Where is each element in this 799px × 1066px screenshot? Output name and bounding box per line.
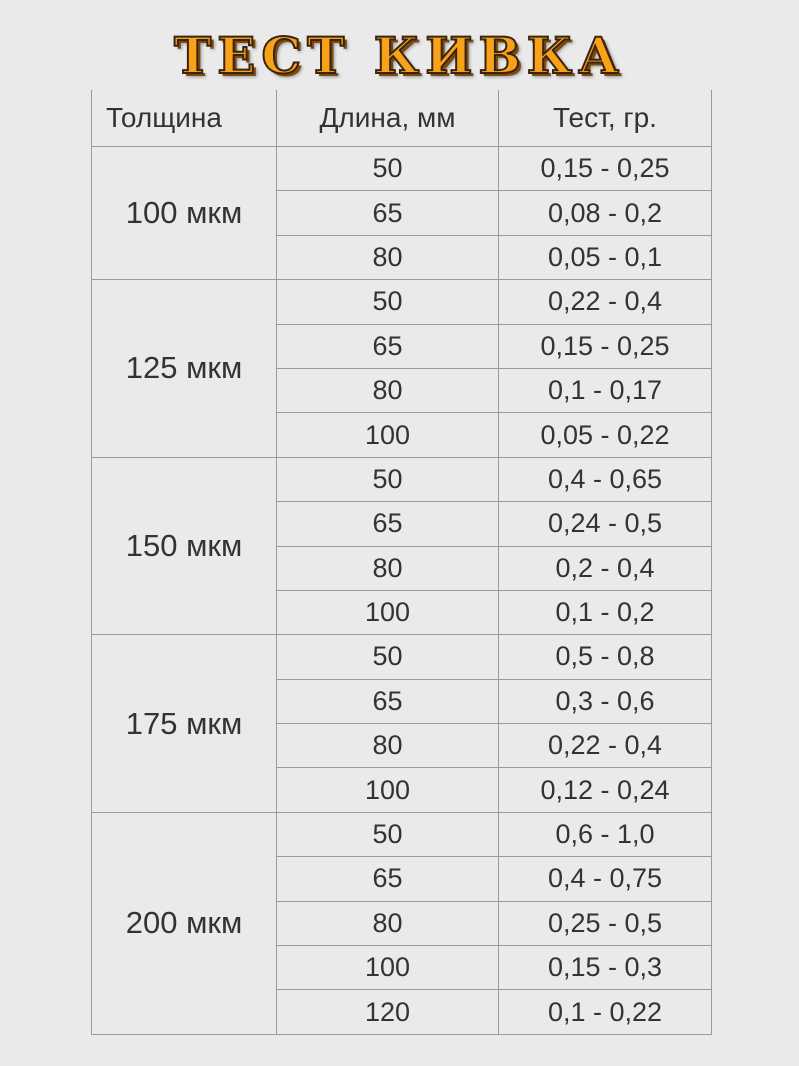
test-cell: 0,1 - 0,22 <box>499 990 712 1034</box>
test-cell: 0,2 - 0,4 <box>499 546 712 590</box>
length-cell: 100 <box>277 590 499 634</box>
test-cell: 0,05 - 0,22 <box>499 413 712 457</box>
test-cell: 0,05 - 0,1 <box>499 235 712 279</box>
length-cell: 65 <box>277 679 499 723</box>
length-cell: 80 <box>277 901 499 945</box>
length-cell: 80 <box>277 368 499 412</box>
length-cell: 100 <box>277 946 499 990</box>
length-cell: 50 <box>277 812 499 856</box>
page-title: ТЕСТ КИВКА <box>174 26 625 85</box>
thickness-cell: 175 мкм <box>92 635 277 813</box>
length-cell: 100 <box>277 413 499 457</box>
test-cell: 0,15 - 0,25 <box>499 324 712 368</box>
length-cell: 80 <box>277 235 499 279</box>
table-row <box>92 812 712 856</box>
test-cell: 0,1 - 0,17 <box>499 368 712 412</box>
header-test: Тест, гр. <box>499 90 712 147</box>
length-cell: 80 <box>277 724 499 768</box>
test-cell: 0,12 - 0,24 <box>499 768 712 812</box>
length-cell: 50 <box>277 147 499 191</box>
table-row <box>92 635 712 679</box>
length-cell: 65 <box>277 191 499 235</box>
thickness-cell: 100 мкм <box>92 147 277 280</box>
header-thickness: Толщина <box>92 90 277 147</box>
length-cell: 65 <box>277 502 499 546</box>
test-cell: 0,5 - 0,8 <box>499 635 712 679</box>
length-cell: 80 <box>277 546 499 590</box>
test-cell: 0,15 - 0,3 <box>499 946 712 990</box>
header-length: Длина, мм <box>277 90 499 147</box>
test-cell: 0,6 - 1,0 <box>499 812 712 856</box>
test-cell: 0,22 - 0,4 <box>499 724 712 768</box>
length-cell: 50 <box>277 280 499 324</box>
length-cell: 65 <box>277 857 499 901</box>
test-cell: 0,4 - 0,65 <box>499 457 712 501</box>
table-row <box>92 457 712 501</box>
thickness-cell: 125 мкм <box>92 280 277 458</box>
test-cell: 0,3 - 0,6 <box>499 679 712 723</box>
header-row <box>92 90 712 147</box>
thickness-cell: 150 мкм <box>92 457 277 635</box>
test-cell: 0,1 - 0,2 <box>499 590 712 634</box>
test-cell: 0,4 - 0,75 <box>499 857 712 901</box>
thickness-cell: 200 мкм <box>92 812 277 1034</box>
length-cell: 120 <box>277 990 499 1034</box>
test-cell: 0,08 - 0,2 <box>499 191 712 235</box>
length-cell: 100 <box>277 768 499 812</box>
test-cell: 0,24 - 0,5 <box>499 502 712 546</box>
length-cell: 50 <box>277 635 499 679</box>
test-table <box>91 90 712 1035</box>
test-cell: 0,22 - 0,4 <box>499 280 712 324</box>
table-body <box>92 147 712 1035</box>
test-cell: 0,25 - 0,5 <box>499 901 712 945</box>
length-cell: 50 <box>277 457 499 501</box>
length-cell: 65 <box>277 324 499 368</box>
table-row <box>92 280 712 324</box>
test-cell: 0,15 - 0,25 <box>499 147 712 191</box>
table-row <box>92 147 712 191</box>
